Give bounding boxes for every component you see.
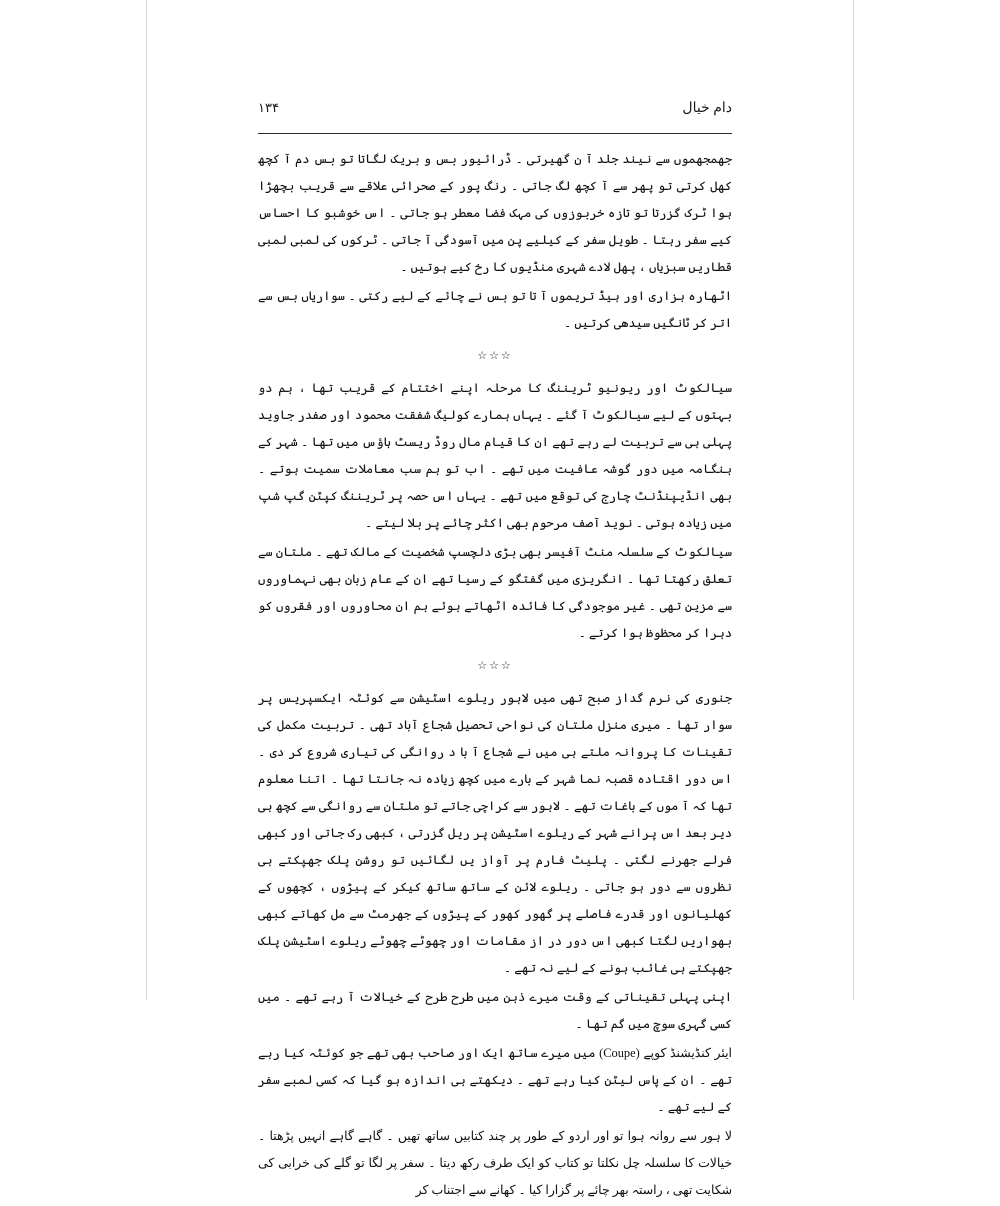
section-divider: ☆☆☆ xyxy=(477,350,513,362)
page-number: ۱۳۴ xyxy=(258,100,279,115)
paragraph: جنوری کی نرم گداز صبح تھی میں لاہور ریلوے اسٹیشن سے کوئٹہ ایکسپریس پر سوار تھا ۔ میری منزل ملتان کی نواحی تحصیل شجاع آباد تھی ۔ تربیت مکمل کی تقینات کا پروانہ ملتے ہی میں نے شجاع آ با د روانگی کی تیاری شروع کر دی ۔ اس دور اقتادہ قصبہ نما شہر کے بارے میں کچھ زیادہ نہ جانتا تھا ۔ اتنا معلوم تھا کہ آ موں کے باغات تھے ۔ لاہور سے کراچی جاتے تو ملتان سے روانگی سے کچھ ہی دیر بعد اس پرانے شہر کے ریلوے اسٹیشن پر ریل گزرتی ، کبھی رک جاتی اور کبھی فرلے جھرنے لگتی ۔ پلیٹ فارم پر آواز یں لگائیں تو روشن پلک جھپکتے ہی نظروں سے دور ہو جاتی ۔ ریلوے لائن کے ساتھ ساتھ کیکر کے پیڑوں ، کچھوں کے کھلیانوں اور قدرے فاصلے پر گھور کھور کے پیڑوں کے جھرمٹ سے مل کھاتے کبھی بھواریں لگتا کبھی اس دور در از مقامات اور چھوٹے چھوٹے ریلوے اسٹیشن پلک جھپکتے ہی غائب ہونے کے لیے نہ تھے ۔ xyxy=(258,691,732,975)
section-2 xyxy=(258,375,732,647)
section-1 xyxy=(258,146,732,337)
paragraph: جھمجھموں سے نیند جلد آ ن گھیرتی ۔ ڈرائیور بس و بریک لگاتا تو بس دم آ کچھ کھل کرتی تو پھر سے آ کچھ لگ جاتی ۔ رنگ پور کے صحرائی علاقے سے قریب بچھڑا ہوا ٹرک گزرتا تو تازہ خربوزوں کی مہک فضا معطر ہو جاتی ۔ اس خوشبو کا احساس کیے سفر رہتا ۔ طویل سفر کے کیلیے پن میں آسودگی آ جاتی ۔ ٹرکوں کی لمبی لمبی قطاریں سبزیاں ، پھل لادے شہری منڈیوں کا رخ کیے ہوتیں ۔ xyxy=(258,152,732,274)
paragraph: اپنی پہلی تقیناتی کے وقت میرے ذہن میں طرح طرح کے خیالات آ رہے تھے ۔ میں کسی گہری سوچ میں گم تھا ۔ xyxy=(258,990,732,1031)
header-rule xyxy=(258,133,732,134)
left-edge-line xyxy=(146,0,147,1000)
paragraph: ایئر کنڈیشنڈ کوپے (Coupe) میں میرے ساتھ ایک اور صاحب بھی تھے جو کوئٹہ کیا رہے تھے ۔ ان کے پاس لیٹن کیا رہے تھے ۔ دیکھتے ہی اندازہ ہو گیا کہ کسی لمبے سفر کے لیے تھے ۔ xyxy=(258,1046,732,1114)
paragraph: اٹھارہ ہزاری اور ہیڈ تریموں آ تا تو بس نے چائے کے لیے رکتی ۔ سواریاں بس سے اتر کر ٹانگیں سیدھی کرتیں ۔ xyxy=(258,289,732,330)
paragraph: سیالکوٹ کے سلسلہ منٹ آفیسر بھی بڑی دلچسپ شخصیت کے مالک تھے ۔ ملتان سے تعلق رکھتا تھا ۔ انگریزی میں گفتگو کے رسیا تھے ان کے عام زبان بھی نہماوروں سے مزین تھی ۔ غیر موجودگی کا فائدہ اٹھاتے ہوئے ہم ان محاوروں اور فقروں کو دہرا کر محظوظ ہوا کرتے ۔ xyxy=(258,545,732,640)
page-header xyxy=(258,100,732,117)
page-text-block xyxy=(258,100,732,1206)
page-body xyxy=(258,146,732,1204)
section-divider: ☆☆☆ xyxy=(477,660,513,672)
book-title: دام خیال xyxy=(682,101,732,116)
right-edge-line xyxy=(853,0,854,1000)
section-3 xyxy=(258,685,732,1204)
paragraph: سیالکوٹ اور ریونیو ٹریننگ کا مرحلہ اپنے اختتام کے قریب تھا ، ہم دو بہتوں کے لیے سیالکوٹ آ گئے ۔ یہاں ہمارے کولیگ شفقت محمود اور صفدر جاوید پہلی ہی سے تربیت لے رہے تھے ان کا قیام مال روڈ ریسٹ ہاؤس میں تھا ۔ شہر کے ہنگامہ میں دور گوشہ عافیت میں تھے ۔ اب تو ہم سب معاملات سمیت ہوتے ۔ بھی انڈیپنڈنٹ چارج کی توقع میں تھے ۔ یہاں اس حصہ پر ٹریننگ کپٹن گپ شپ میں زیادہ ہوتی ۔ نوید آصف مرحوم بھی اکثر چائے پر بلا لیتے ۔ xyxy=(258,381,732,530)
paragraph: لا ہور سے روانہ ہوا تو اور اردو کے طور پر چند کتابیں ساتھ تھیں ۔ گاہے گاہے انہیں پڑھتا ۔ خیالات کا سلسلہ چل نکلتا تو کتاب کو ایک طرف رکھ دیتا ۔ سفر پر لگا تو گلے کی خرابی کی شکایت تھی ، راستہ بھر چائے پر گزارا کیا ۔ کھانے سے اجتناب کر xyxy=(258,1129,732,1197)
